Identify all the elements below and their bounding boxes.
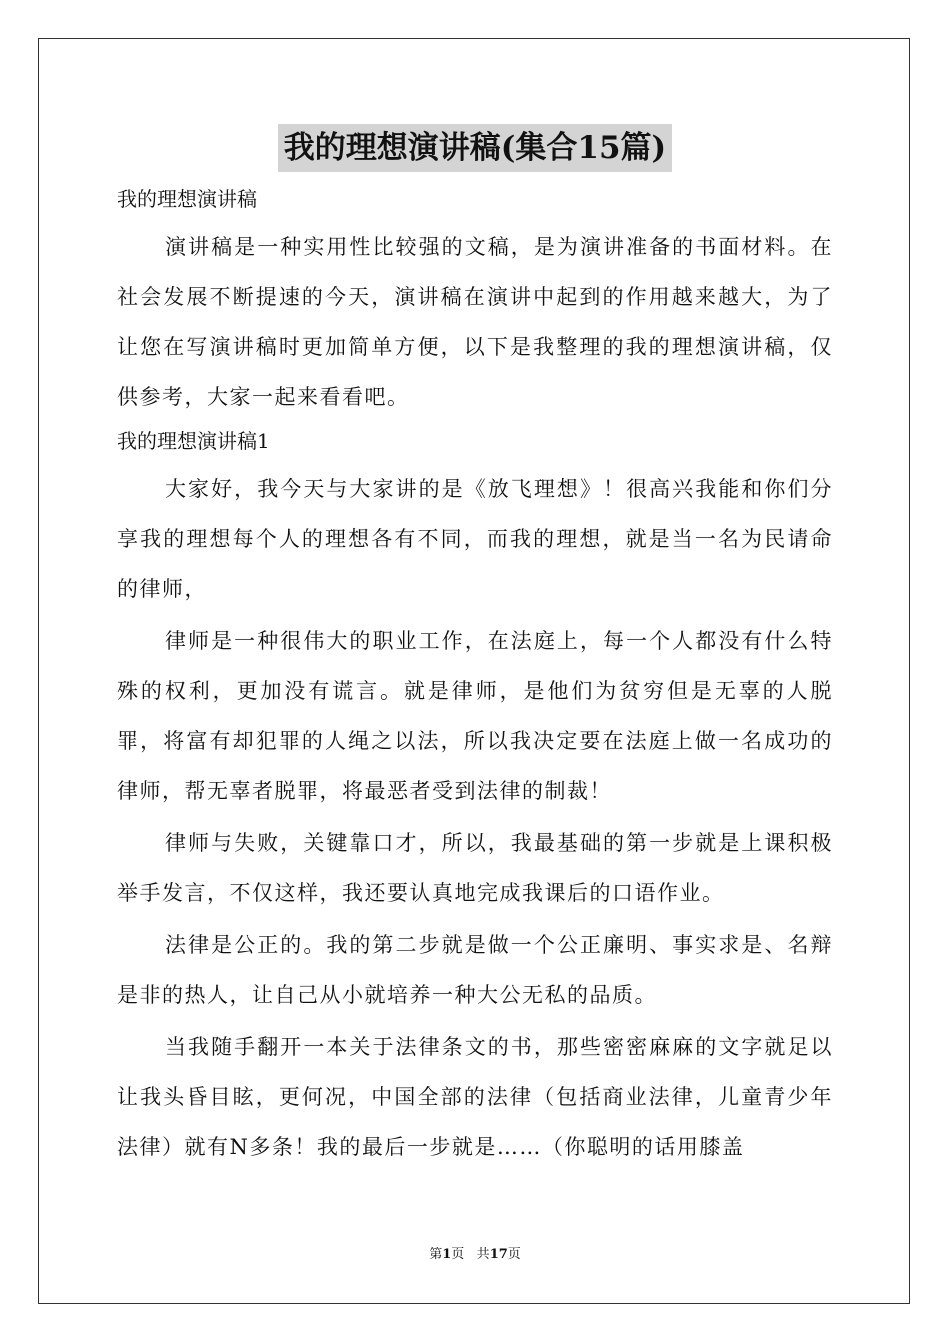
body-paragraph-1: 大家好，我今天与大家讲的是《放飞理想》！很高兴我能和你们分享我的理想每个人的理想各有不同，而我的理想，就是当一名为民请命的律师，: [117, 477, 833, 601]
title-container: [0, 124, 950, 172]
body-paragraph-4: 法律是公正的。我的第二步就是做一个公正廉明、事实求是、名辩是非的热人，让自己从小就培养一种大公无私的品质。: [117, 933, 833, 1007]
document-title: 我的理想演讲稿(集合15篇): [278, 124, 672, 172]
total-pages: 17: [489, 1247, 508, 1262]
body-paragraph-2: 律师是一种很伟大的职业工作，在法庭上，每一个人都没有什么特殊的权利，更加没有谎言。就是律师，是他们为贫穷但是无辜的人脱罪，将富有却犯罪的人绳之以法，所以我决定要在法庭上做一名成功的律师，帮无辜者脱罪，将最恶者受到法律的制裁！: [117, 629, 833, 803]
section-heading: 我的理想演讲稿1: [117, 429, 270, 453]
total-prefix: 共: [476, 1247, 490, 1262]
body-paragraph-3: 律师与失败，关键靠口才，所以，我最基础的第一步就是上课积极举手发言，不仅这样，我还要认真地完成我课后的口语作业。: [117, 831, 833, 905]
page-prefix: 第: [429, 1247, 443, 1262]
page-footer: [0, 1246, 950, 1264]
page-number: 1: [442, 1247, 452, 1262]
intro-heading: 我的理想演讲稿: [117, 187, 257, 211]
page-suffix: 页: [451, 1247, 465, 1262]
body-paragraph-5: 当我随手翻开一本关于法律条文的书，那些密密麻麻的文字就足以让我头昏目眩，更何况，中国全部的法律（包括商业法律，儿童青少年法律）就有N多条！我的最后一步就是……（你聪明的话用膝盖: [117, 1035, 833, 1159]
document-body: [117, 180, 833, 1174]
intro-paragraph: 演讲稿是一种实用性比较强的文稿，是为演讲准备的书面材料。在社会发展不断提速的今天，演讲稿在演讲中起到的作用越来越大，为了让您在写演讲稿时更加简单方便，以下是我整理的我的理想演讲稿，仅供参考，大家一起来看看吧。: [117, 235, 833, 409]
total-suffix: 页: [507, 1247, 521, 1262]
